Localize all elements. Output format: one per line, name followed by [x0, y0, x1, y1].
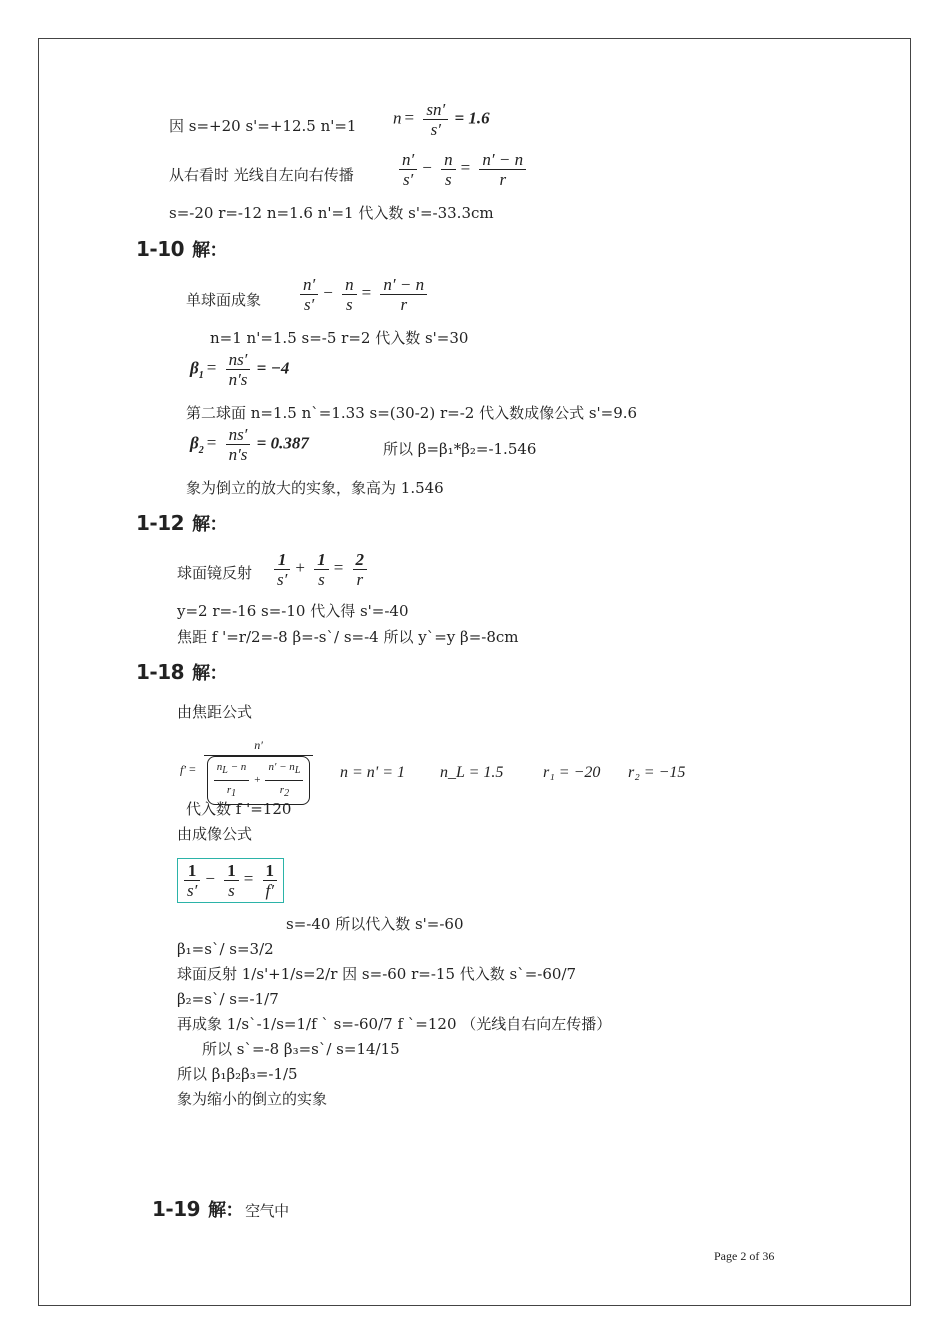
solution-label: 解： — [192, 514, 228, 535]
s110-line-2: n=1 n'=1.5 s=-5 r=2 代入数 s'=30 — [210, 329, 469, 347]
formula-r2 — [628, 764, 685, 782]
formula-focal: f′ = n′ $\frac{n_L - n}{r_1}$ + $\frac{n' - n_L}{r_2}$ — [180, 736, 315, 805]
formula-r1 — [543, 764, 600, 782]
page-number: Page 2 of 36 — [714, 1249, 775, 1263]
s112-line-3: 焦距 f '=r/2=-8 β=-s`/ s=-4 所以 y`=y β=-8cm — [177, 628, 519, 646]
s118-line-8: β₂=s`/ s=-1/7 — [177, 990, 279, 1008]
line-2: 从右看时 光线自左向右传播 — [169, 166, 354, 184]
s118-line-4: 由成像公式 — [177, 825, 253, 843]
solution-label: 解： — [192, 240, 228, 261]
formula-beta1: $\beta_1$ = $\frac{ns'}{n's}$ = −4 — [190, 350, 290, 389]
formula-beta2: $\beta_2$ = $\frac{ns'}{n's}$ = 0.387 — [190, 425, 309, 464]
s118-line-11: 所以 β₁β₂β₃=-1/5 — [177, 1065, 298, 1083]
formula-refraction-1: $\frac{n'}{s'}$ − $\frac{n}{s}$ = $\frac{n' - n}{r}$ — [397, 150, 528, 189]
beta2-result: = 0.387 — [256, 433, 309, 453]
beta2-text: 所以 β=β₁*β₂=-1.546 — [383, 440, 537, 458]
formula-n-ratio: n = $\frac{sn'}{s'}$ = 1.6 — [393, 100, 490, 139]
line-3: s=-20 r=-12 n=1.6 n'=1 代入数 s'=-33.3cm — [169, 204, 494, 222]
s118-line-3: 代入数 f '=120 — [186, 800, 292, 818]
formula-refraction-2: $\frac{n'}{s'}$ − $\frac{n}{s}$ = $\frac{n' - n}{r}$ — [298, 275, 429, 314]
formula-mirror: $\frac{1}{s'}$ + $\frac{1}{s}$ = $\frac{2}{r}$ — [272, 550, 369, 589]
formula-n-equal — [340, 764, 405, 782]
r2-text: r₂ = −15 — [628, 764, 686, 781]
n-equal-text: n = n' = 1 — [340, 764, 406, 781]
section-number: 1-18 — [136, 660, 185, 684]
s118-line-12: 象为缩小的倒立的实象 — [177, 1090, 328, 1108]
section-1-19-text: 空气中 — [245, 1202, 289, 1220]
section-number: 1-19 — [152, 1197, 201, 1221]
section-1-19-heading — [152, 1196, 289, 1222]
r1-text: r₁ = −20 — [543, 764, 601, 781]
s118-line-9: 再成象 1/s`-1/s=1/f ` s=-60/7 f `=120 （光线自右向左传播） — [177, 1015, 612, 1033]
s118-line-6: β₁=s`/ s=3/2 — [177, 940, 274, 958]
line-1 — [169, 117, 356, 135]
s110-line-6: 象为倒立的放大的实象，象高为 1.546 — [186, 479, 444, 497]
s112-line-1: 球面镜反射 — [177, 564, 253, 582]
section-1-12-heading — [136, 510, 227, 536]
section-number: 1-12 — [136, 511, 185, 535]
s118-line-10: 所以 s`=-8 β₃=s`/ s=14/15 — [202, 1040, 400, 1058]
formula-imaging-box: $\frac{1}{s'}$ − $\frac{1}{s}$ = $\frac{1}{f'}$ — [177, 858, 284, 903]
section-number: 1-10 — [136, 237, 185, 261]
section-1-18-heading — [136, 659, 227, 685]
section-1-10-heading — [136, 236, 227, 262]
formula-nL — [440, 764, 503, 782]
s110-line-1: 单球面成象 — [186, 291, 262, 309]
formula-n-result: = 1.6 — [454, 108, 490, 128]
line-1-text: 因 s=+20 s'=+12.5 n'=1 — [169, 117, 357, 135]
solution-label: 解： — [208, 1200, 244, 1221]
s110-line-4: 第二球面 n=1.5 n`=1.33 s=(30-2) r=-2 代入数成像公式 s'=9.6 — [186, 404, 638, 422]
nL-text: n_L = 1.5 — [440, 764, 504, 781]
s118-line-5: s=-40 所以代入数 s'=-60 — [286, 915, 464, 933]
beta1-result: = −4 — [256, 358, 290, 378]
s112-line-2: y=2 r=-16 s=-10 代入得 s'=-40 — [177, 602, 409, 620]
s118-line-1: 由焦距公式 — [177, 703, 253, 721]
s118-line-7: 球面反射 1/s'+1/s=2/r 因 s=-60 r=-15 代入数 s`=-60/7 — [177, 965, 577, 983]
solution-label: 解： — [192, 663, 228, 684]
